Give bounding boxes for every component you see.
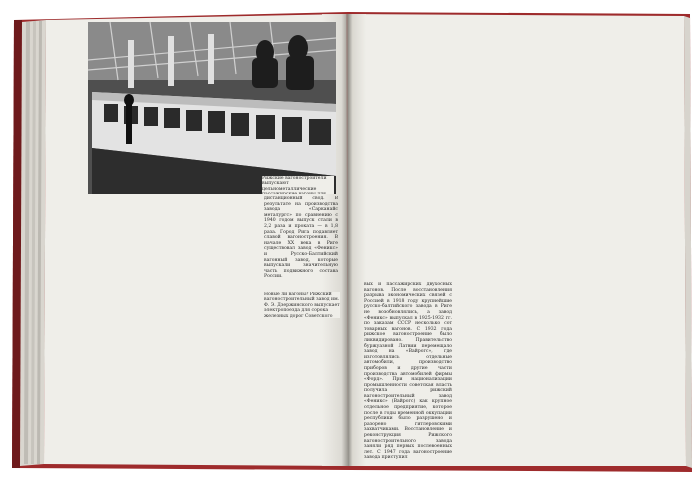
photo-railcar-assembly [88, 22, 336, 194]
page-edges [20, 20, 46, 466]
left-page-caption-top: Рижские вагоностроители выпускают цельнометаллические [262, 176, 334, 194]
left-page-caption-bottom: Новые ли вагоны? Рижский вагоностроительный завод им. Ф. Э. Дзержинского выпускает электропоезда для сорока железных дорог Советского [264, 292, 340, 318]
left-page-text-column: дистанционный свод. В результате на производства завода «Сарканайс металургс» по сравнению с 1940 годом выпуск стали в 2,2 раза и проката — в 1,8 раза. Город Рига подавляет славой вагоностроения. В начале XX века в Риге существовал завод «Феникс» и Русско-Балтийский вагонный завод, которые выпускали значительную часть подвижного состава России. [264, 196, 338, 280]
right-page-text-column: вых и пассажирских двухосных вагонов. После восстановления разрыва экономических связей с Россией в 1918 году крупнейшие русско-балтийского завода в Риге не возобновлялись, а завод «Феникс» выпускал в 1925-1932 гг. по заказам СССР несколько сот товарных вагонов. С 1932 года рижское вагоностроение было ликвидировано. Правительство буржуазной Латвии перемещало завод на «Вайрогс», где изготовлялись отдельные автомобили, производство приборов и другие части производства автомобилей фирмы «Форд». При национализации промышленности советская власть получила рижский вагоностроительный завод «Феникс» (Вайрогс) как крупное отдельное предприятие, которое после в годы временной оккупации республики было разрушено и разорено гитлеровскими захватчиками. Восстановление и реконструкция Рижского вагоностроительного завода заняли ряд первых послевоенных лет. С 1947 года вагоностроение завода приступил [364, 282, 452, 460]
